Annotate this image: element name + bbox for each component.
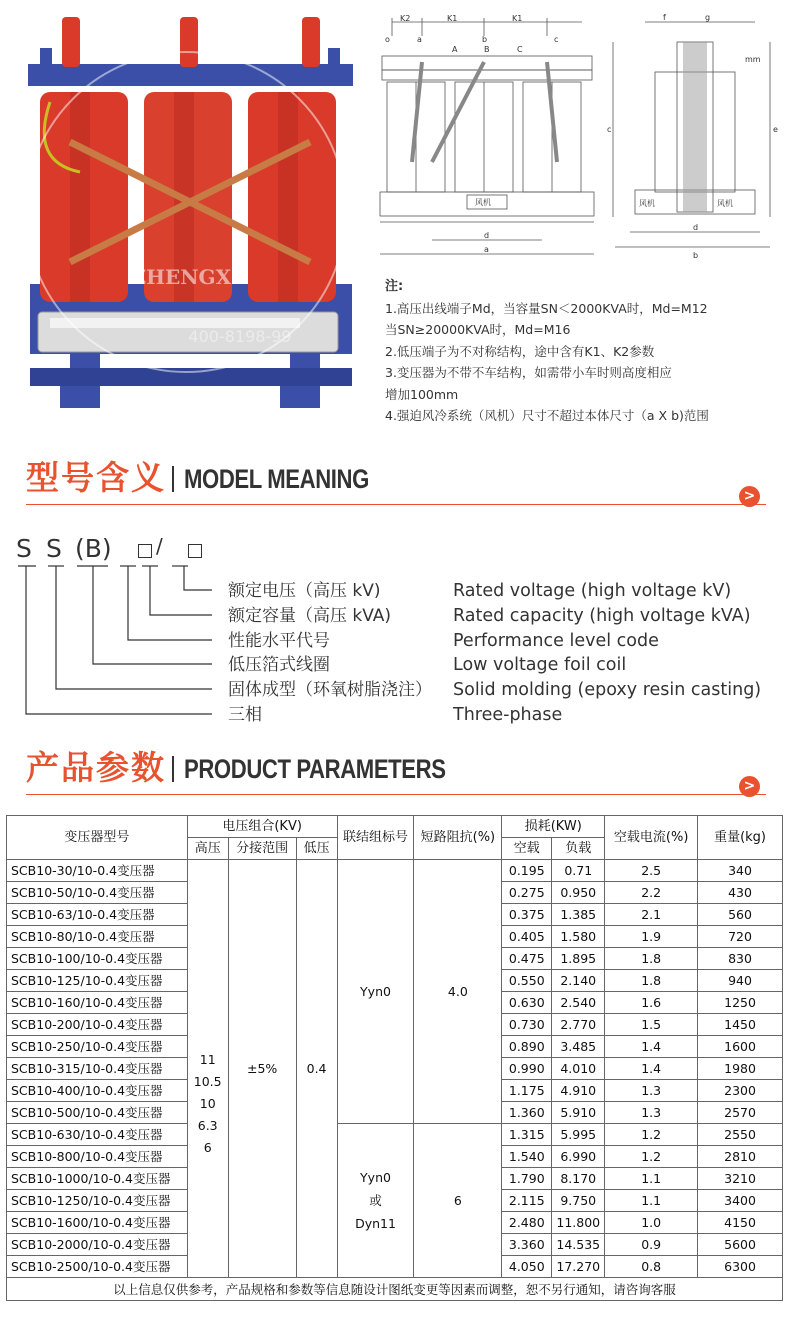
table-row bbox=[7, 860, 783, 882]
cell-current: 1.8 bbox=[605, 970, 698, 992]
svg-text:b: b bbox=[693, 251, 699, 260]
cell-weight: 4150 bbox=[698, 1212, 783, 1234]
cell-weight: 3400 bbox=[698, 1190, 783, 1212]
cell-noload: 1.360 bbox=[502, 1102, 552, 1124]
header-noload: 空载 bbox=[502, 838, 552, 860]
header-load: 负载 bbox=[552, 838, 605, 860]
cell-load: 4.010 bbox=[552, 1058, 605, 1080]
hv-value: 10.5 bbox=[193, 1073, 222, 1089]
cell-impedance-1: 4.0 bbox=[414, 860, 502, 1124]
cell-model: SCB10-63/10-0.4变压器 bbox=[7, 904, 188, 926]
cell-model: SCB10-80/10-0.4变压器 bbox=[7, 926, 188, 948]
cell-noload: 1.540 bbox=[502, 1146, 552, 1168]
section-underline bbox=[26, 794, 766, 795]
cell-current: 1.4 bbox=[605, 1036, 698, 1058]
cell-load: 2.540 bbox=[552, 992, 605, 1014]
cell-weight: 560 bbox=[698, 904, 783, 926]
cell-current: 1.0 bbox=[605, 1212, 698, 1234]
cell-load: 4.910 bbox=[552, 1080, 605, 1102]
svg-text:o: o bbox=[385, 35, 390, 44]
cell-model: SCB10-100/10-0.4变压器 bbox=[7, 948, 188, 970]
meaning-cn-performance: 性能水平代号 bbox=[228, 631, 330, 651]
cell-noload: 4.050 bbox=[502, 1256, 552, 1278]
cell-weight: 2570 bbox=[698, 1102, 783, 1124]
svg-text:b: b bbox=[482, 35, 488, 44]
section-header-product-parameters bbox=[26, 748, 766, 792]
cell-current: 1.2 bbox=[605, 1146, 698, 1168]
cell-load: 8.170 bbox=[552, 1168, 605, 1190]
note-line: 3.变压器为不带不车结构，如需带小车时则高度相应 bbox=[385, 365, 672, 380]
cell-noload: 1.790 bbox=[502, 1168, 552, 1190]
meaning-en-three-phase: Three-phase bbox=[453, 705, 563, 725]
table-footer-row bbox=[7, 1278, 783, 1301]
cell-current: 2.5 bbox=[605, 860, 698, 882]
cell-weight: 830 bbox=[698, 948, 783, 970]
cell-load: 0.950 bbox=[552, 882, 605, 904]
header-current: 空载电流(%) bbox=[605, 816, 698, 860]
header-impedance: 短路阻抗(%) bbox=[414, 816, 502, 860]
cell-noload: 0.550 bbox=[502, 970, 552, 992]
svg-text:400-8198-99: 400-8198-99 bbox=[188, 327, 292, 346]
notes-title: 注: bbox=[385, 279, 404, 294]
section-title-cn: 型号含义 bbox=[26, 458, 166, 497]
drawing-notes bbox=[385, 276, 785, 427]
cell-weight: 3210 bbox=[698, 1168, 783, 1190]
product-parameter-table bbox=[6, 815, 783, 1301]
cell-current: 0.8 bbox=[605, 1256, 698, 1278]
hv-value: 6.3 bbox=[197, 1117, 218, 1133]
svg-text:g: g bbox=[705, 13, 711, 22]
svg-text:c: c bbox=[554, 35, 559, 44]
cell-model: SCB10-2500/10-0.4变压器 bbox=[7, 1256, 188, 1278]
table-row bbox=[7, 1124, 783, 1146]
section-header-model-meaning bbox=[26, 458, 766, 502]
cell-load: 1.385 bbox=[552, 904, 605, 926]
cell-noload: 2.115 bbox=[502, 1190, 552, 1212]
svg-text:d: d bbox=[484, 231, 490, 240]
cell-noload: 0.630 bbox=[502, 992, 552, 1014]
cell-load: 9.750 bbox=[552, 1190, 605, 1212]
cell-model: SCB10-2000/10-0.4变压器 bbox=[7, 1234, 188, 1256]
cell-current: 1.3 bbox=[605, 1080, 698, 1102]
note-line: 1.高压出线端子Md，当容量SN＜2000KVA时，Md=M12 bbox=[385, 300, 708, 316]
section-title-cn: 产品参数 bbox=[26, 748, 166, 787]
transformer-photo bbox=[10, 12, 362, 412]
table-body bbox=[7, 860, 783, 1301]
svg-text:a: a bbox=[484, 245, 489, 254]
table-footer-note: 以上信息仅供参考，产品规格和参数等信息随设计图纸变更等因素而调整，恕不另行通知，请咨询客服 bbox=[7, 1278, 783, 1301]
cell-load: 0.71 bbox=[552, 860, 605, 882]
cell-weight: 2550 bbox=[698, 1124, 783, 1146]
meaning-en-rated-capacity: Rated capacity (high voltage kVA) bbox=[453, 606, 751, 626]
section-divider bbox=[172, 466, 174, 492]
svg-text:K1: K1 bbox=[447, 14, 458, 23]
section-underline bbox=[26, 504, 766, 505]
svg-text:K2: K2 bbox=[400, 14, 411, 23]
cell-weight: 2300 bbox=[698, 1080, 783, 1102]
cell-weight: 6300 bbox=[698, 1256, 783, 1278]
cell-model: SCB10-500/10-0.4变压器 bbox=[7, 1102, 188, 1124]
cell-noload: 0.990 bbox=[502, 1058, 552, 1080]
cell-weight: 1450 bbox=[698, 1014, 783, 1036]
cell-weight: 720 bbox=[698, 926, 783, 948]
cell-current: 1.4 bbox=[605, 1058, 698, 1080]
note-line: 增加100mm bbox=[385, 386, 459, 402]
cell-load: 1.895 bbox=[552, 948, 605, 970]
code-letter-b: (B) bbox=[75, 534, 112, 563]
svg-text:风机: 风机 bbox=[475, 198, 491, 207]
cell-load: 11.800 bbox=[552, 1212, 605, 1234]
cell-weight: 1980 bbox=[698, 1058, 783, 1080]
cell-current: 1.9 bbox=[605, 926, 698, 948]
cell-current: 2.2 bbox=[605, 882, 698, 904]
cell-load: 2.770 bbox=[552, 1014, 605, 1036]
side-dimension-drawing bbox=[605, 12, 785, 262]
code-letter-s1: S bbox=[16, 534, 32, 563]
cell-load: 3.485 bbox=[552, 1036, 605, 1058]
section-title-en: PRODUCT PARAMETERS bbox=[184, 754, 446, 784]
svg-text:风机: 风机 bbox=[639, 199, 655, 208]
cell-noload: 3.360 bbox=[502, 1234, 552, 1256]
section-title-en: MODEL MEANING bbox=[184, 464, 369, 494]
cell-noload: 0.890 bbox=[502, 1036, 552, 1058]
cell-weight: 2810 bbox=[698, 1146, 783, 1168]
group-value: 或 bbox=[369, 1193, 382, 1208]
arrow-right-icon[interactable]: > bbox=[739, 776, 760, 797]
group-value: Yyn0 bbox=[360, 1170, 391, 1185]
hv-value: 11 bbox=[199, 1051, 216, 1067]
cell-model: SCB10-800/10-0.4变压器 bbox=[7, 1146, 188, 1168]
cell-weight: 1250 bbox=[698, 992, 783, 1014]
cell-load: 17.270 bbox=[552, 1256, 605, 1278]
svg-text:f: f bbox=[663, 13, 666, 22]
header-model: 变压器型号 bbox=[7, 816, 188, 860]
hv-value: 6 bbox=[203, 1139, 212, 1155]
note-line: 4.强迫风冷系统（风机）尺寸不超过本体尺寸（a X b)范围 bbox=[385, 408, 709, 423]
cell-model: SCB10-200/10-0.4变压器 bbox=[7, 1014, 188, 1036]
meaning-en-foil-coil: Low voltage foil coil bbox=[453, 655, 627, 675]
code-letter-s2: S bbox=[46, 534, 62, 563]
cell-current: 1.2 bbox=[605, 1124, 698, 1146]
cell-model: SCB10-30/10-0.4变压器 bbox=[7, 860, 188, 882]
cell-weight: 5600 bbox=[698, 1234, 783, 1256]
cell-model: SCB10-315/10-0.4变压器 bbox=[7, 1058, 188, 1080]
svg-text:C: C bbox=[517, 45, 523, 54]
cell-impedance-2: 6 bbox=[414, 1124, 502, 1278]
cell-model: SCB10-1600/10-0.4变压器 bbox=[7, 1212, 188, 1234]
cell-weight: 340 bbox=[698, 860, 783, 882]
cell-noload: 0.275 bbox=[502, 882, 552, 904]
svg-text:ZHENGXI: ZHENGXI bbox=[131, 265, 241, 289]
header-voltage: 电压组合(KV) bbox=[187, 816, 337, 838]
cell-noload: 0.375 bbox=[502, 904, 552, 926]
cell-weight: 940 bbox=[698, 970, 783, 992]
header-lv: 低压 bbox=[296, 838, 337, 860]
svg-text:a: a bbox=[417, 35, 422, 44]
cell-current: 1.3 bbox=[605, 1102, 698, 1124]
hv-value: 10 bbox=[199, 1095, 216, 1111]
cell-load: 1.580 bbox=[552, 926, 605, 948]
header-tap: 分接范围 bbox=[228, 838, 296, 860]
front-dimension-drawing bbox=[372, 12, 602, 262]
svg-text:风机: 风机 bbox=[717, 199, 733, 208]
cell-load: 6.990 bbox=[552, 1146, 605, 1168]
cell-weight: 1600 bbox=[698, 1036, 783, 1058]
svg-text:c: c bbox=[607, 125, 612, 134]
cell-load: 2.140 bbox=[552, 970, 605, 992]
cell-group-2 bbox=[337, 1124, 414, 1278]
cell-noload: 1.175 bbox=[502, 1080, 552, 1102]
meaning-en-rated-voltage: Rated voltage (high voltage kV) bbox=[453, 581, 732, 601]
group-value: Dyn11 bbox=[355, 1216, 396, 1231]
cell-hv bbox=[187, 860, 228, 1278]
svg-text:mm: mm bbox=[745, 55, 761, 64]
cell-noload: 0.475 bbox=[502, 948, 552, 970]
cell-model: SCB10-1000/10-0.4变压器 bbox=[7, 1168, 188, 1190]
meaning-en-solid-molding: Solid molding (epoxy resin casting) bbox=[453, 680, 762, 700]
cell-model: SCB10-1250/10-0.4变压器 bbox=[7, 1190, 188, 1212]
svg-text:K1: K1 bbox=[512, 14, 523, 23]
note-line: 当SN≥20000KVA时，Md=M16 bbox=[385, 322, 571, 337]
cell-current: 2.1 bbox=[605, 904, 698, 926]
meaning-cn-rated-voltage: 额定电压（高压 kV) bbox=[228, 581, 381, 601]
cell-current: 0.9 bbox=[605, 1234, 698, 1256]
cell-current: 1.6 bbox=[605, 992, 698, 1014]
cell-load: 5.995 bbox=[552, 1124, 605, 1146]
cell-noload: 0.405 bbox=[502, 926, 552, 948]
meaning-cn-rated-capacity: 额定容量（高压 kVA) bbox=[228, 606, 392, 626]
cell-current: 1.5 bbox=[605, 1014, 698, 1036]
cell-lv: 0.4 bbox=[296, 860, 337, 1278]
arrow-right-icon[interactable]: > bbox=[739, 486, 760, 507]
cell-model: SCB10-630/10-0.4变压器 bbox=[7, 1124, 188, 1146]
meaning-en-performance: Performance level code bbox=[453, 631, 659, 651]
note-line: 2.低压端子为不对称结构，途中含有K1、K2参数 bbox=[385, 343, 655, 359]
header-group: 联结组标号 bbox=[337, 816, 414, 860]
svg-text:e: e bbox=[773, 125, 778, 134]
meaning-cn-three-phase: 三相 bbox=[228, 705, 262, 725]
cell-model: SCB10-400/10-0.4变压器 bbox=[7, 1080, 188, 1102]
section-divider bbox=[172, 756, 174, 782]
cell-tap: ±5% bbox=[228, 860, 296, 1278]
svg-text:A: A bbox=[452, 45, 458, 54]
cell-noload: 2.480 bbox=[502, 1212, 552, 1234]
cell-weight: 430 bbox=[698, 882, 783, 904]
svg-text:d: d bbox=[693, 223, 699, 232]
header-hv: 高压 bbox=[187, 838, 228, 860]
meaning-cn-solid-molding: 固体成型（环氧树脂浇注） bbox=[228, 680, 432, 700]
cell-noload: 0.730 bbox=[502, 1014, 552, 1036]
cell-load: 14.535 bbox=[552, 1234, 605, 1256]
svg-text:B: B bbox=[484, 45, 490, 54]
cell-noload: 0.195 bbox=[502, 860, 552, 882]
code-slash: / bbox=[156, 534, 163, 558]
cell-model: SCB10-250/10-0.4变压器 bbox=[7, 1036, 188, 1058]
cell-current: 1.1 bbox=[605, 1190, 698, 1212]
cell-model: SCB10-160/10-0.4变压器 bbox=[7, 992, 188, 1014]
cell-group-1: Yyn0 bbox=[337, 860, 414, 1124]
cell-load: 5.910 bbox=[552, 1102, 605, 1124]
header-weight: 重量(kg) bbox=[698, 816, 783, 860]
cell-current: 1.1 bbox=[605, 1168, 698, 1190]
cell-noload: 1.315 bbox=[502, 1124, 552, 1146]
cell-model: SCB10-125/10-0.4变压器 bbox=[7, 970, 188, 992]
meaning-cn-foil-coil: 低压箔式线圈 bbox=[228, 655, 330, 675]
cell-current: 1.8 bbox=[605, 948, 698, 970]
cell-model: SCB10-50/10-0.4变压器 bbox=[7, 882, 188, 904]
header-loss: 损耗(KW) bbox=[502, 816, 605, 838]
